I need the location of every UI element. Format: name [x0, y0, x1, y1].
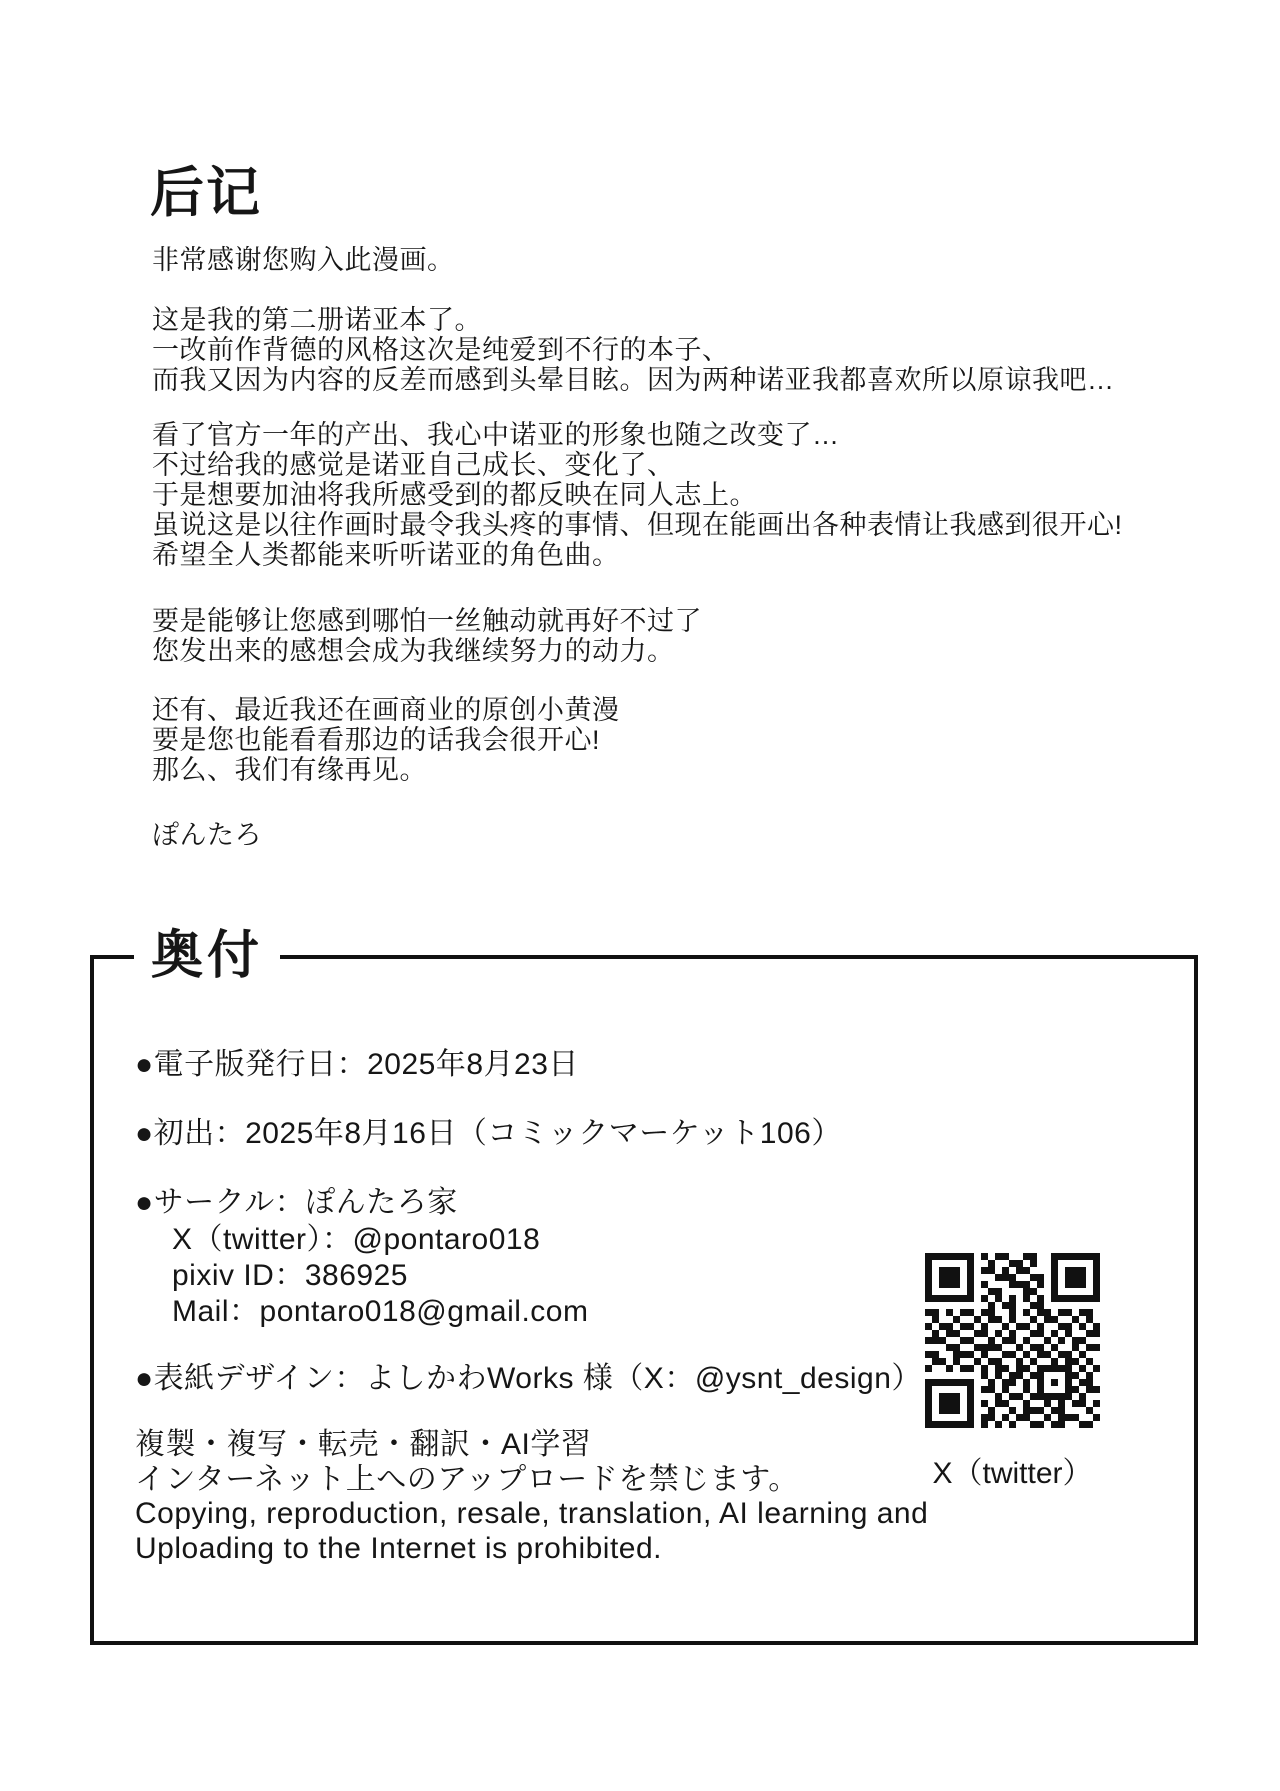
afterword-signature: ぽんたろ — [152, 820, 262, 850]
colophon-digital-release-date: ●電子版発行日：2025年8月23日 — [135, 1048, 579, 1081]
afterword-line: 看了官方一年的产出、我心中诺亚的形象也随之改变了… — [152, 420, 840, 450]
afterword-line: 而我又因为内容的反差而感到头晕目眩。因为两种诺亚我都喜欢所以原谅我吧… — [152, 365, 1115, 395]
colophon-mail: Mail：pontaro018@gmail.com — [172, 1295, 589, 1328]
afterword-line: 虽说这是以往作画时最令我头疼的事情、但现在能画出各种表情让我感到很开心! — [152, 510, 1123, 540]
colophon-circle: ●サークル：ぽんたろ家 — [135, 1186, 458, 1219]
afterword-line: 要是您也能看看那边的话我会很开心! — [152, 725, 601, 755]
afterword-line: 这是我的第二册诺亚本了。 — [152, 305, 482, 335]
qr-code-image — [925, 1253, 1100, 1428]
colophon-notice-en-1: Copying, reproduction, resale, translation, AI learning and — [135, 1497, 929, 1530]
qr-label: X（twitter） — [932, 1457, 1093, 1490]
afterword-line: 那么、我们有缘再见。 — [152, 755, 427, 785]
colophon-first-publication: ●初出：2025年8月16日（コミックマーケット106） — [135, 1117, 842, 1150]
afterword-line: 于是想要加油将我所感受到的都反映在同人志上。 — [152, 480, 757, 510]
afterword-line: 一改前作背德的风格这次是纯爱到不行的本子、 — [152, 335, 730, 365]
colophon-notice-jp-1: 複製・複写・転売・翻訳・AI学習 — [135, 1428, 592, 1461]
afterword-line: 非常感谢您购入此漫画。 — [152, 245, 455, 275]
colophon-pixiv-id: pixiv ID：386925 — [172, 1259, 408, 1292]
qr-code — [925, 1253, 1100, 1428]
afterword-line: 还有、最近我还在画商业的原创小黄漫 — [152, 695, 620, 725]
afterword-line: 您发出来的感想会成为我继续努力的动力。 — [152, 636, 675, 666]
colophon-cover-design: ●表紙デザイン：よしかわWorks 様（X：@ysnt_design） — [135, 1362, 922, 1395]
colophon-notice-jp-2: インターネット上へのアップロードを禁じます。 — [135, 1463, 799, 1496]
afterword-line: 要是能够让您感到哪怕一丝触动就再好不过了 — [152, 606, 702, 636]
colophon-title: 奥付 — [134, 924, 280, 988]
afterword-title: 后记 — [150, 163, 262, 223]
afterword-line: 不过给我的感觉是诺亚自己成长、变化了、 — [152, 450, 675, 480]
afterword-line: 希望全人类都能来听听诺亚的角色曲。 — [152, 540, 620, 570]
colophon-notice-en-2: Uploading to the Internet is prohibited. — [135, 1532, 662, 1565]
colophon-x-account: X（twitter）：@pontaro018 — [172, 1223, 541, 1256]
